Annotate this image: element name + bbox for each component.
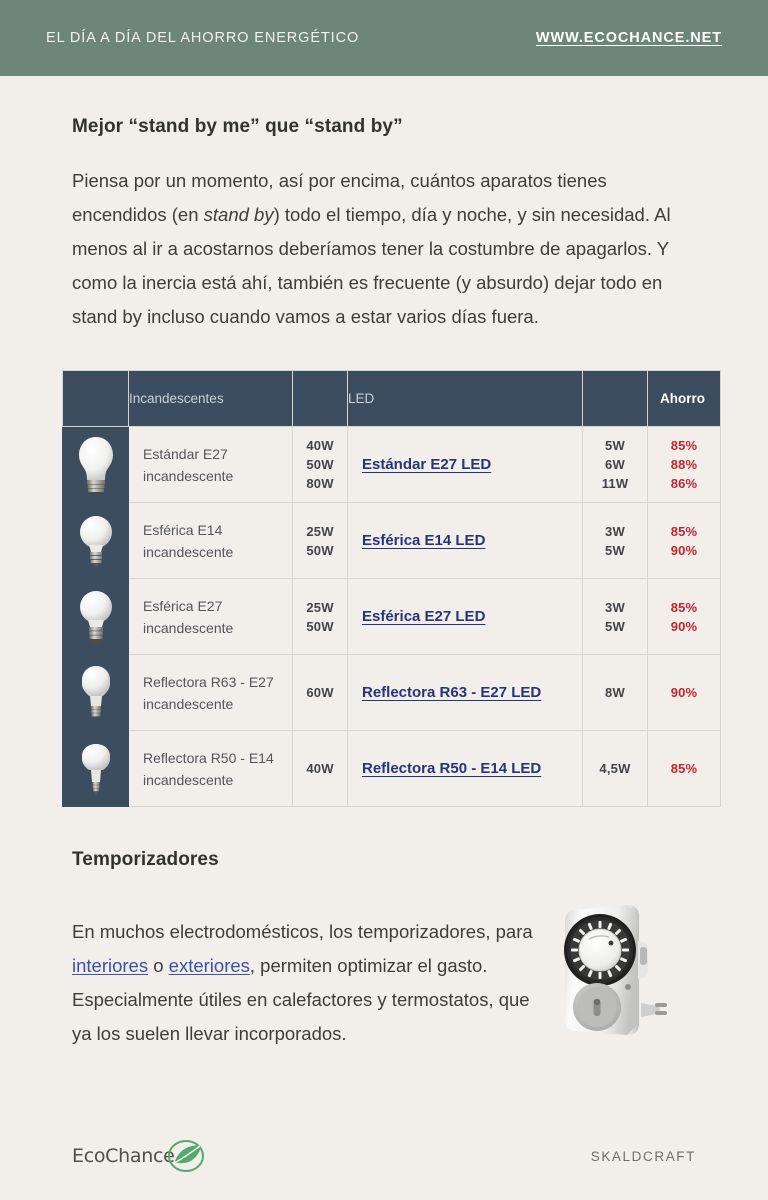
led-watt-value: 11W bbox=[601, 476, 629, 491]
watt-value: 25W bbox=[306, 523, 334, 539]
watt-value: 40W bbox=[306, 438, 334, 453]
bulb-comparison-table-wrap bbox=[62, 370, 720, 807]
table-cell-led-name bbox=[348, 655, 583, 731]
spherical-bulb-icon bbox=[63, 503, 129, 579]
timers-paragraph bbox=[72, 915, 542, 1051]
savings-value: 85% bbox=[670, 761, 698, 776]
table-cell-led-watts bbox=[583, 655, 648, 731]
table-row bbox=[63, 731, 721, 807]
leaf-icon bbox=[163, 1135, 209, 1177]
led-watt-value: 5W bbox=[605, 438, 625, 453]
timers-text-part2: , permiten optimizar el gasto. Especialmente útiles en calefactores y termostatos, que ya los suelen llevar incorporados. bbox=[72, 955, 530, 1044]
savings-value: 85% bbox=[670, 438, 698, 453]
page-header-bar bbox=[0, 0, 768, 76]
ecochance-logo[interactable] bbox=[72, 1135, 209, 1177]
timers-section bbox=[72, 889, 718, 1053]
watt-value: 40W bbox=[306, 761, 334, 776]
led-watt-value: 3W bbox=[605, 599, 625, 615]
table-cell-savings bbox=[648, 731, 721, 807]
savings-value: 90% bbox=[670, 685, 698, 700]
link-interiores[interactable]: interiores bbox=[72, 955, 149, 976]
reflector-bulb-icon bbox=[63, 731, 129, 807]
page-content bbox=[0, 116, 768, 1053]
logo-text: EcoChance bbox=[72, 1145, 175, 1167]
led-product-link[interactable]: Esférica E27 LED bbox=[362, 607, 486, 625]
standby-paragraph-part2: ) todo el tiempo, día y noche, y sin necesidad. Al menos al ir a acostarnos deberíamos tener la costumbre de apagarlos. Y como la inercia está ahí, también es frecuente (y absurdo) dejar todo en stand by incluso cuando vamos a estar varios días fuera. bbox=[72, 204, 671, 327]
table-cell-incandescent-name: Estándar E27 incandescente bbox=[129, 427, 293, 503]
table-cell-led-watts bbox=[583, 579, 648, 655]
table-cell-led-name bbox=[348, 731, 583, 807]
table-header-incandescentes: Incandescentes bbox=[129, 371, 293, 427]
table-cell-incandescent-name: Esférica E27 incandescente bbox=[129, 579, 293, 655]
header-website-link[interactable]: WWW.ECOCHANCE.NET bbox=[535, 30, 722, 46]
table-header-led: LED bbox=[348, 371, 583, 427]
table-header-led-watts bbox=[583, 371, 648, 427]
table-cell-incandescent-watts bbox=[293, 427, 348, 503]
table-cell-incandescent-watts bbox=[293, 731, 348, 807]
led-watt-value: 4,5W bbox=[599, 761, 631, 776]
watt-value: 80W bbox=[306, 476, 334, 491]
timers-text-part1: En muchos electrodomésticos, los temporizadores, para bbox=[72, 921, 533, 942]
savings-value: 86% bbox=[670, 476, 698, 491]
timers-text-column bbox=[72, 889, 542, 1051]
table-cell-incandescent-watts bbox=[293, 579, 348, 655]
spherical-bulb-icon bbox=[63, 579, 129, 655]
table-cell-incandescent-name: Esférica E14 incandescente bbox=[129, 503, 293, 579]
bulb-comparison-table bbox=[62, 370, 721, 807]
watt-value: 50W bbox=[306, 618, 334, 634]
table-cell-led-name bbox=[348, 579, 583, 655]
page-footer bbox=[0, 1112, 768, 1200]
led-watt-value: 5W bbox=[605, 542, 625, 558]
table-body bbox=[63, 427, 721, 807]
savings-value: 85% bbox=[670, 599, 698, 615]
led-product-link[interactable]: Esférica E14 LED bbox=[362, 531, 486, 549]
led-watt-value: 6W bbox=[605, 457, 625, 472]
footer-brand: SKALDCRAFT bbox=[590, 1148, 696, 1164]
standard-bulb-icon bbox=[63, 427, 129, 503]
watt-value: 60W bbox=[306, 685, 334, 700]
table-header-icon bbox=[63, 371, 129, 427]
table-cell-led-name bbox=[348, 503, 583, 579]
led-product-link[interactable]: Reflectora R50 - E14 LED bbox=[362, 759, 542, 777]
standby-heading: Mejor “stand by me” que “stand by” bbox=[72, 116, 403, 137]
table-header bbox=[63, 371, 721, 427]
table-cell-incandescent-name: Reflectora R50 - E14 incandescente bbox=[129, 731, 293, 807]
savings-value: 85% bbox=[670, 523, 698, 539]
table-cell-led-name bbox=[348, 427, 583, 503]
table-cell-incandescent-watts bbox=[293, 655, 348, 731]
led-watt-value: 8W bbox=[605, 685, 625, 700]
watt-value: 50W bbox=[306, 457, 334, 472]
table-header-incandescentes-watts bbox=[293, 371, 348, 427]
savings-value: 88% bbox=[670, 457, 698, 472]
savings-value: 90% bbox=[670, 618, 698, 634]
table-cell-savings bbox=[648, 655, 721, 731]
table-cell-savings bbox=[648, 427, 721, 503]
table-header-ahorro: Ahorro bbox=[648, 371, 721, 427]
link-exteriores[interactable]: exteriores bbox=[168, 955, 250, 976]
timers-text-between: o bbox=[148, 955, 169, 976]
savings-value: 90% bbox=[670, 542, 698, 558]
table-row bbox=[63, 503, 721, 579]
timers-heading: Temporizadores bbox=[72, 849, 219, 870]
led-product-link[interactable]: Estándar E27 LED bbox=[362, 455, 492, 473]
table-cell-savings bbox=[648, 579, 721, 655]
led-product-link[interactable]: Reflectora R63 - E27 LED bbox=[362, 683, 542, 701]
table-cell-led-watts bbox=[583, 731, 648, 807]
table-row bbox=[63, 579, 721, 655]
plug-in-timer-photo bbox=[542, 889, 718, 1053]
table-cell-incandescent-watts bbox=[293, 503, 348, 579]
watt-value: 50W bbox=[306, 542, 334, 558]
table-cell-led-watts bbox=[583, 503, 648, 579]
reflector-bulb-icon bbox=[63, 655, 129, 731]
table-row bbox=[63, 655, 721, 731]
standby-paragraph-part1: Piensa por un momento, así por encima, cuántos aparatos tienes encendidos (en bbox=[72, 170, 607, 225]
table-cell-led-watts bbox=[583, 427, 648, 503]
header-title: EL DÍA A DÍA DEL AHORRO ENERGÉTICO bbox=[46, 30, 360, 46]
standby-paragraph-italic: stand by bbox=[203, 204, 274, 225]
led-watt-value: 5W bbox=[605, 618, 625, 634]
table-header-row bbox=[63, 371, 721, 427]
table-cell-incandescent-name: Reflectora R63 - E27 incandescente bbox=[129, 655, 293, 731]
standby-paragraph bbox=[72, 164, 692, 334]
table-cell-savings bbox=[648, 503, 721, 579]
table-row bbox=[63, 427, 721, 503]
led-watt-value: 3W bbox=[605, 523, 625, 539]
watt-value: 25W bbox=[306, 599, 334, 615]
